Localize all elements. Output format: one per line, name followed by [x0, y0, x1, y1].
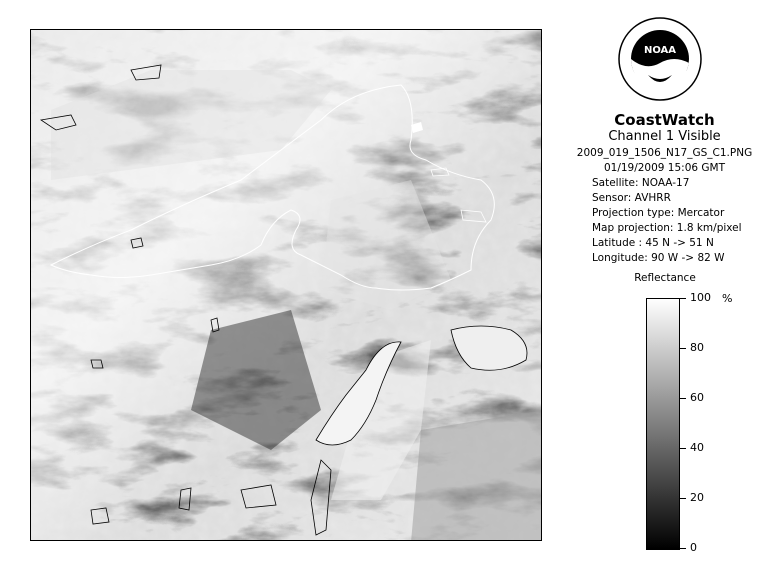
product-title: CoastWatch — [614, 111, 715, 129]
tick-label-80: 80 — [690, 341, 704, 354]
metadata-list — [552, 146, 777, 266]
projection-type-text: Projection type: Mercator — [592, 207, 725, 219]
noaa-logo-icon — [618, 17, 702, 101]
latitude-text: Latitude : 45 N -> 51 N — [592, 237, 714, 249]
sensor-text: Sensor: AVHRR — [592, 192, 671, 204]
tick-mark — [680, 448, 686, 449]
longitude-text: Longitude: 90 W -> 82 W — [592, 252, 725, 264]
legend-unit: % — [722, 292, 733, 305]
tick-mark — [680, 498, 686, 499]
map-projection-text: Map projection: 1.8 km/pixel — [592, 222, 742, 234]
tick-label-60: 60 — [690, 391, 704, 404]
noaa-logo-text: NOAA — [643, 45, 677, 56]
filename-text: 2009_019_1506_N17_GS_C1.PNG — [576, 147, 753, 159]
tick-label-0: 0 — [690, 541, 697, 554]
tick-mark — [680, 348, 686, 349]
tick-mark — [680, 548, 686, 549]
legend-title: Reflectance — [634, 272, 696, 284]
satellite-imagery-svg — [31, 30, 542, 541]
satellite-image-map — [30, 29, 542, 541]
datetime-text: 01/19/2009 15:06 GMT — [603, 162, 726, 174]
tick-label-100: 100 — [690, 291, 711, 304]
tick-mark — [680, 298, 686, 299]
noaa-logo-svg — [618, 17, 702, 101]
reflectance-colorbar — [646, 298, 680, 550]
tick-mark — [680, 398, 686, 399]
tick-label-40: 40 — [690, 441, 704, 454]
channel-subtitle: Channel 1 Visible — [608, 129, 721, 144]
info-panel — [552, 112, 777, 266]
satellite-text: Satellite: NOAA-17 — [592, 177, 690, 189]
tick-label-20: 20 — [690, 491, 704, 504]
